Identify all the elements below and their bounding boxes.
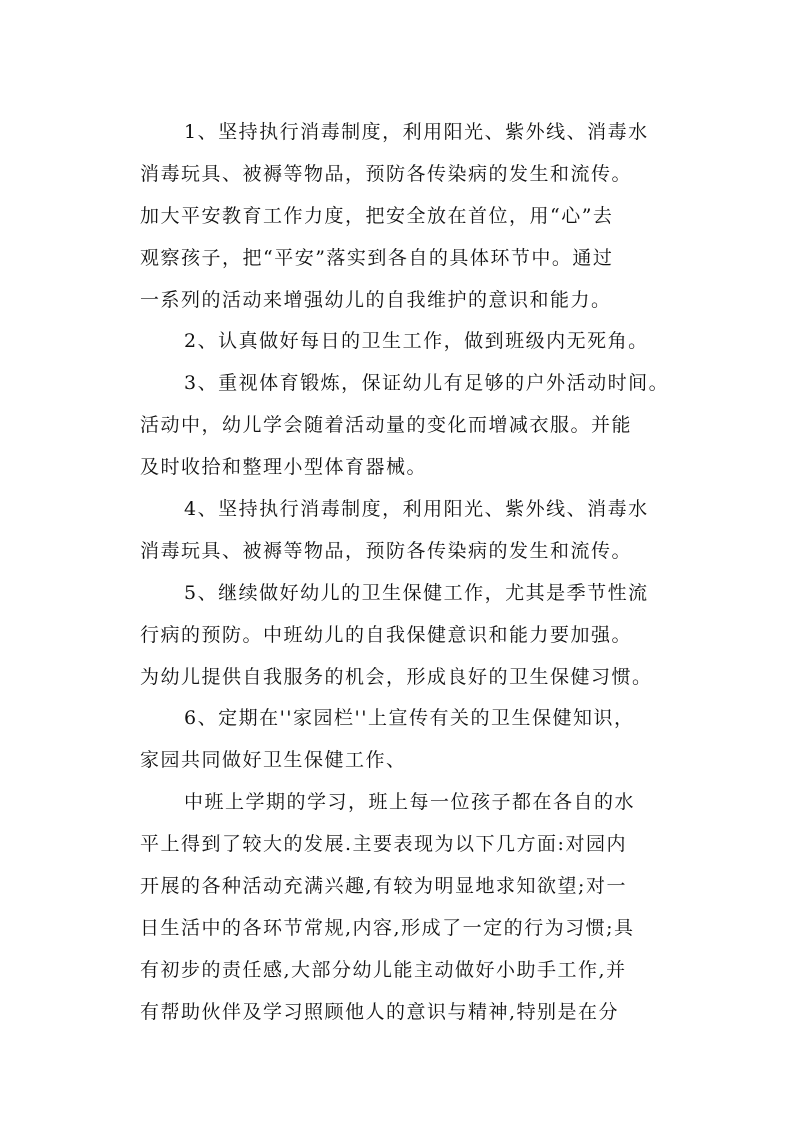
paragraph-1-line-4: 观察孩子，把“平安”落实到各自的具体环节中。通过 (140, 246, 614, 269)
paragraph-6-line-1: 6、定期在''家园栏''上宣传有关的卫生保健知识， (184, 707, 635, 730)
paragraph-1-line-2: 消毒玩具、被褥等物品，预防各传染病的发生和流传。 (140, 162, 633, 185)
paragraph-4-line-1: 4、坚持执行消毒制度，利用阳光、紫外线、消毒水 (184, 498, 649, 521)
paragraph-7-line-3: 开展的各种活动充满兴趣,有较为明显地求知欲望;对一 (140, 875, 627, 898)
paragraph-1-line-5: 一系列的活动来增强幼儿的自我维护的意识和能力。 (140, 288, 612, 311)
paragraph-5-line-1: 5、继续做好幼儿的卫生保健工作，尤其是季节性流 (184, 581, 649, 604)
paragraph-5-line-3: 为幼儿提供自我服务的机会，形成良好的卫生保健习惯。 (140, 665, 653, 688)
paragraph-7-line-1: 中班上学期的学习，班上每一位孩子都在各自的水 (184, 791, 636, 814)
paragraph-7-line-2: 平上得到了较大的发展.主要表现为以下几方面:对园内 (140, 833, 627, 856)
document-body (140, 112, 680, 1034)
paragraph-5-line-2: 行病的预防。中班幼儿的自我保健意识和能力要加强。 (140, 623, 633, 646)
paragraph-3-line-2: 活动中，幼儿学会随着活动量的变化而增减衣服。并能 (140, 414, 633, 437)
paragraph-7-line-5: 有初步的责任感,大部分幼儿能主动做好小助手工作,并 (140, 958, 627, 981)
paragraph-1-line-3: 加大平安教育工作力度，把安全放在首位，用“心”去 (140, 204, 614, 227)
paragraph-6-line-2: 家园共同做好卫生保健工作、 (140, 749, 407, 772)
paragraph-4-line-2: 消毒玩具、被褥等物品，预防各传染病的发生和流传。 (140, 539, 633, 562)
paragraph-7-line-6: 有帮助伙伴及学习照顾他人的意识与精神,特别是在分 (140, 1000, 620, 1023)
paragraph-3-line-1: 3、重视体育锻炼，保证幼儿有足够的户外活动时间。 (184, 372, 670, 395)
paragraph-7-line-4: 日生活中的各环节常规,内容,形成了一定的行为习惯;具 (140, 916, 635, 939)
paragraph-2-line-1: 2、认真做好每日的卫生工作，做到班级内无死角。 (184, 330, 649, 353)
paragraph-1-line-1: 1、坚持执行消毒制度，利用阳光、紫外线、消毒水 (184, 121, 649, 143)
paragraph-3-line-3: 及时收拾和整理小型体育器械。 (140, 456, 428, 479)
